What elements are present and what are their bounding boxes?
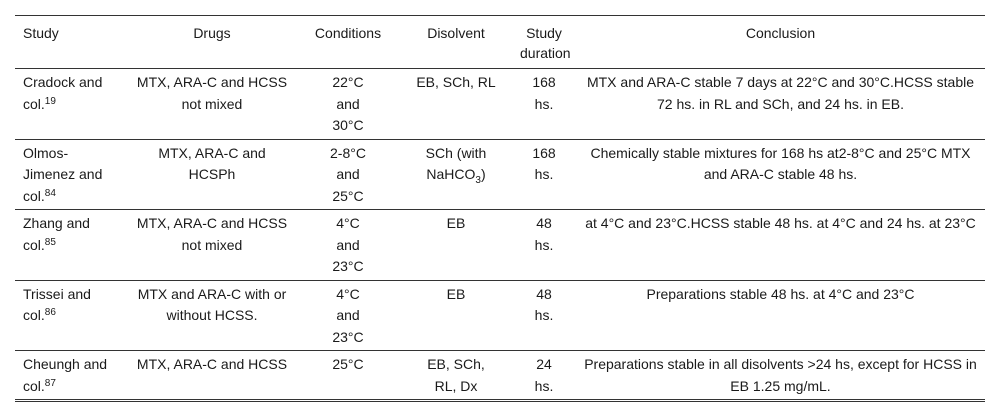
study-cell [15,69,128,140]
table-row [15,351,985,401]
reference-number: 85 [44,236,56,248]
subscript-3: 3 [475,175,481,186]
conclusion-cell: Chemically stable mixtures for 168 hs at2-8°C and 25°C MTX and ARA-C stable 48 hs. [590,144,971,182]
study-name: Olmos-Jimenez and col. [23,144,103,204]
table-row [15,139,985,210]
study-cell [15,139,128,210]
header-row [15,16,985,69]
duration-cell: 168 hs. [532,74,556,112]
conditions-cell: 4°C and 23°C [332,215,364,274]
study-name: Cradock and col. [23,74,103,112]
study-name: Zhang and col. [23,215,90,253]
conclusion-cell: Preparations stable 48 hs. at 4°C and 23°C [646,285,915,302]
table-row [15,69,985,140]
reference-number: 84 [44,187,56,199]
header-drugs: Drugs [193,25,231,41]
header-study-duration-line2: duration [520,45,571,61]
drugs-cell: MTX, ARA-C and HCSS not mixed [136,215,288,253]
reference-number: 87 [44,377,56,389]
header-study-duration [512,16,576,69]
table-row [15,280,985,351]
conclusion-cell: at 4°C and 23°C.HCSS stable 48 hs. at 4°C and 24 hs. at 23°C [585,215,976,231]
disolvent-cell: EB, SCh, RL [416,74,496,90]
study-cell [15,210,128,281]
duration-cell: 48 hs. [534,215,554,253]
conditions-cell: 22°C and 30°C [332,74,364,133]
disolvent-text: SCh (with NaHCO [425,144,487,182]
header-conditions: Conditions [314,25,382,41]
reference-number: 86 [44,307,56,318]
study-cell [15,280,128,351]
disolvent-close-paren: ) [480,166,486,182]
study-cell [15,351,128,401]
stability-table [15,15,985,402]
header-disolvent: Disolvent [427,25,485,41]
conditions-cell: 4°C and 23°C [332,285,364,345]
reference-number: 19 [44,95,56,107]
disolvent-cell [400,139,512,210]
study-name: Trissei and col. [23,285,91,323]
duration-cell: 168 hs. [532,144,556,182]
duration-cell: 24 hs. [534,356,554,394]
drugs-cell: MTX, ARA-C and HCSS [136,356,288,372]
study-name: Cheungh and col. [23,356,108,394]
drugs-cell: MTX and ARA-C with or without HCSS. [137,285,287,323]
conclusion-cell: Preparations stable in all disolvents >24 hs, except for HCSS in EB 1.25 mg/mL. [584,356,977,394]
stability-table-container [15,15,985,402]
header-study-duration-line1: Study [526,25,562,41]
disolvent-cell: EB, SCh, RL, Dx [427,356,485,394]
table-header [15,16,985,69]
drugs-cell: MTX, ARA-C and HCSS not mixed [136,74,288,112]
table-row [15,210,985,281]
header-study: Study [23,25,59,41]
conditions-cell: 2-8°C and 25°C [330,144,366,204]
disolvent-cell: EB [446,285,466,302]
duration-cell: 48 hs. [534,285,554,323]
header-conclusion: Conclusion [745,25,816,41]
drugs-cell: MTX, ARA-C and HCSPh [158,144,266,182]
conditions-cell: 25°C [332,356,364,372]
table-body [15,69,985,401]
disolvent-cell: EB [446,215,466,231]
conclusion-cell: MTX and ARA-C stable 7 days at 22°C and 30°C.HCSS stable 72 hs. in RL and SCh, and 24 hs. in EB. [586,74,975,112]
